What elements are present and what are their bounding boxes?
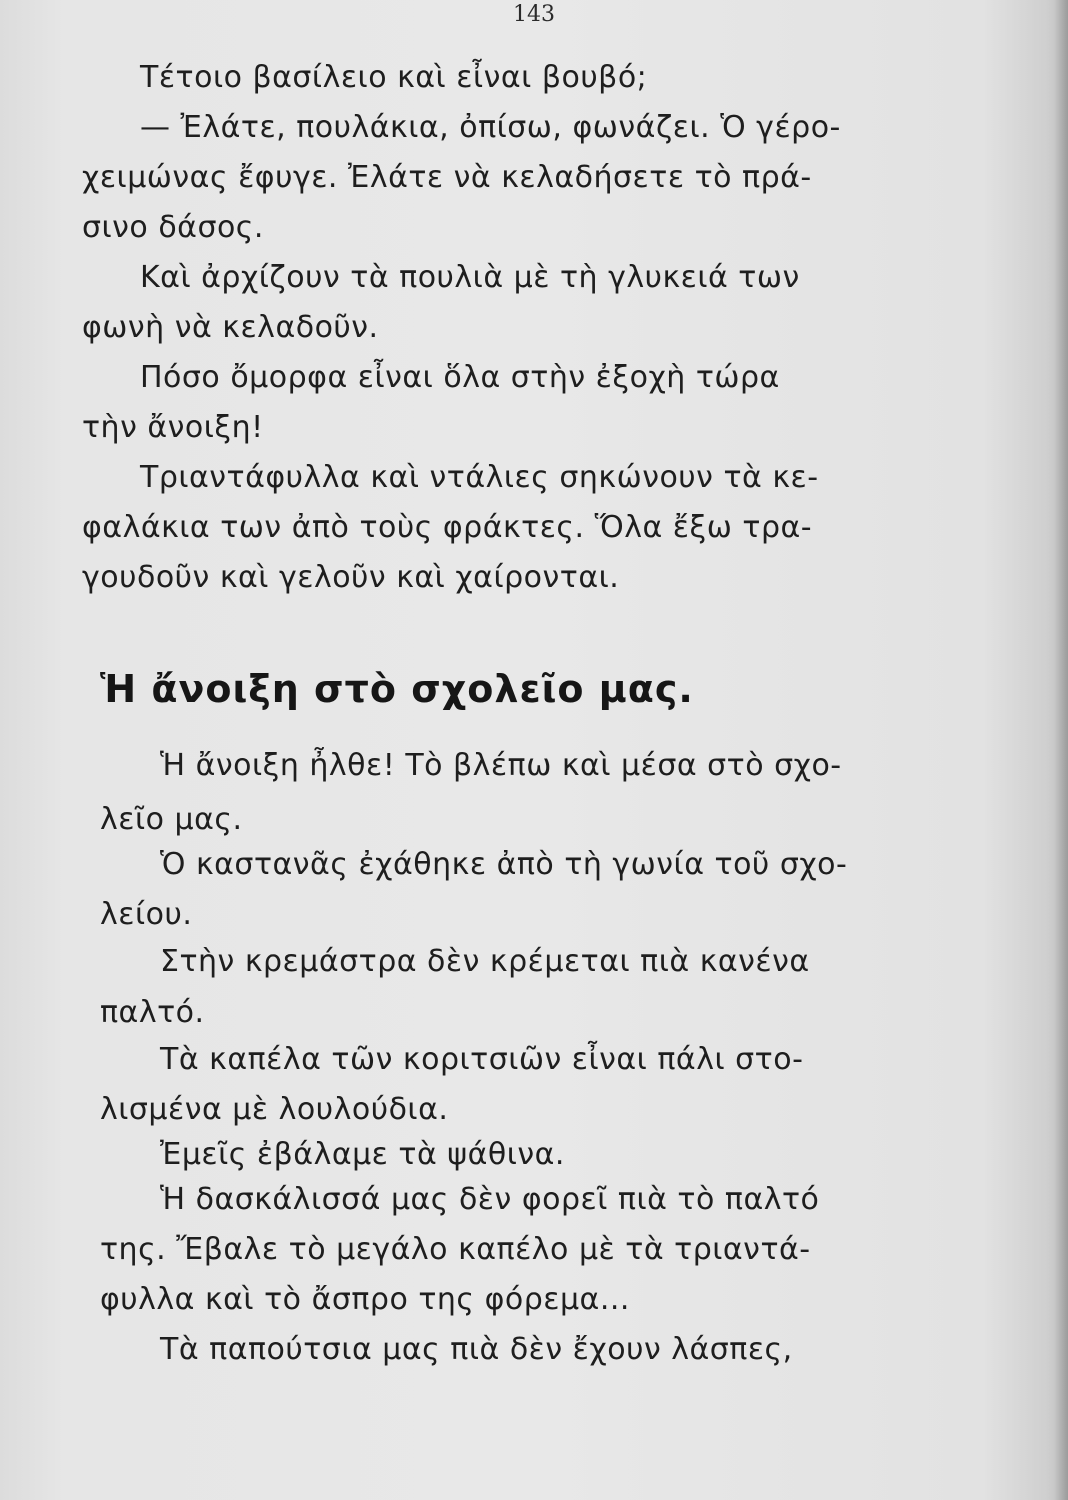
page-spine-shadow: [1054, 0, 1068, 1500]
text-line: φαλάκια των ἀπὸ τοὺς φράκτες. Ὅλα ἔξω τρα-: [82, 510, 813, 545]
text-line: σινο δάσος.: [82, 210, 264, 245]
text-line: Ἡ ἄνοιξη ἦλθε! Τὸ βλέπω καὶ μέσα στὸ σχο-: [160, 748, 842, 783]
text-line: Στὴν κρεμάστρα δὲν κρέμεται πιὰ κανένα: [160, 944, 810, 979]
page-number: 143: [513, 2, 555, 27]
text-line: Τριαντάφυλλα καὶ ντάλιες σηκώνουν τὰ κε-: [140, 460, 819, 495]
text-line: λεῖο μας.: [100, 802, 243, 837]
text-line: χειμώνας ἔφυγε. Ἐλάτε νὰ κελαδήσετε τὸ πρά-: [82, 160, 812, 195]
text-line: Καὶ ἀρχίζουν τὰ πουλιὰ μὲ τὴ γλυκειά των: [140, 260, 800, 295]
text-line: Ἡ δασκάλισσά μας δὲν φορεῖ πιὰ τὸ παλτό: [160, 1182, 820, 1217]
text-line: Τὰ παπούτσια μας πιὰ δὲν ἔχουν λάσπες,: [160, 1332, 793, 1367]
text-line: Τέτοιο βασίλειο καὶ εἶναι βουβό;: [140, 60, 648, 95]
text-line: φωνὴ νὰ κελαδοῦν.: [82, 310, 379, 345]
text-line: — Ἐλάτε, πουλάκια, ὀπίσω, φωνάζει. Ὁ γέρο-: [140, 110, 841, 145]
text-line: τὴν ἄνοιξη!: [82, 410, 264, 445]
text-line: Πόσο ὄμορφα εἶναι ὅλα στὴν ἐξοχὴ τώρα: [140, 360, 780, 395]
text-line: λείου.: [100, 897, 193, 932]
text-line: Τὰ καπέλα τῶν κοριτσιῶν εἶναι πάλι στο-: [160, 1042, 804, 1077]
text-line: παλτό.: [100, 995, 205, 1030]
text-line: γουδοῦν καὶ γελοῦν καὶ χαίρονται.: [82, 560, 620, 595]
text-line: λισμένα μὲ λουλούδια.: [100, 1092, 449, 1127]
section-heading: Ἡ ἄνοιξη στὸ σχολεῖο μας.: [100, 667, 694, 711]
text-line: Ὁ καστανᾶς ἐχάθηκε ἀπὸ τὴ γωνία τοῦ σχο-: [160, 847, 848, 882]
text-line: της. Ἔβαλε τὸ μεγάλο καπέλο μὲ τὰ τριαντά-: [100, 1232, 811, 1267]
text-line: φυλλα καὶ τὸ ἄσπρο της φόρεμα...: [100, 1282, 630, 1317]
text-line: Ἐμεῖς ἐβάλαμε τὰ ψάθινα.: [160, 1137, 565, 1172]
